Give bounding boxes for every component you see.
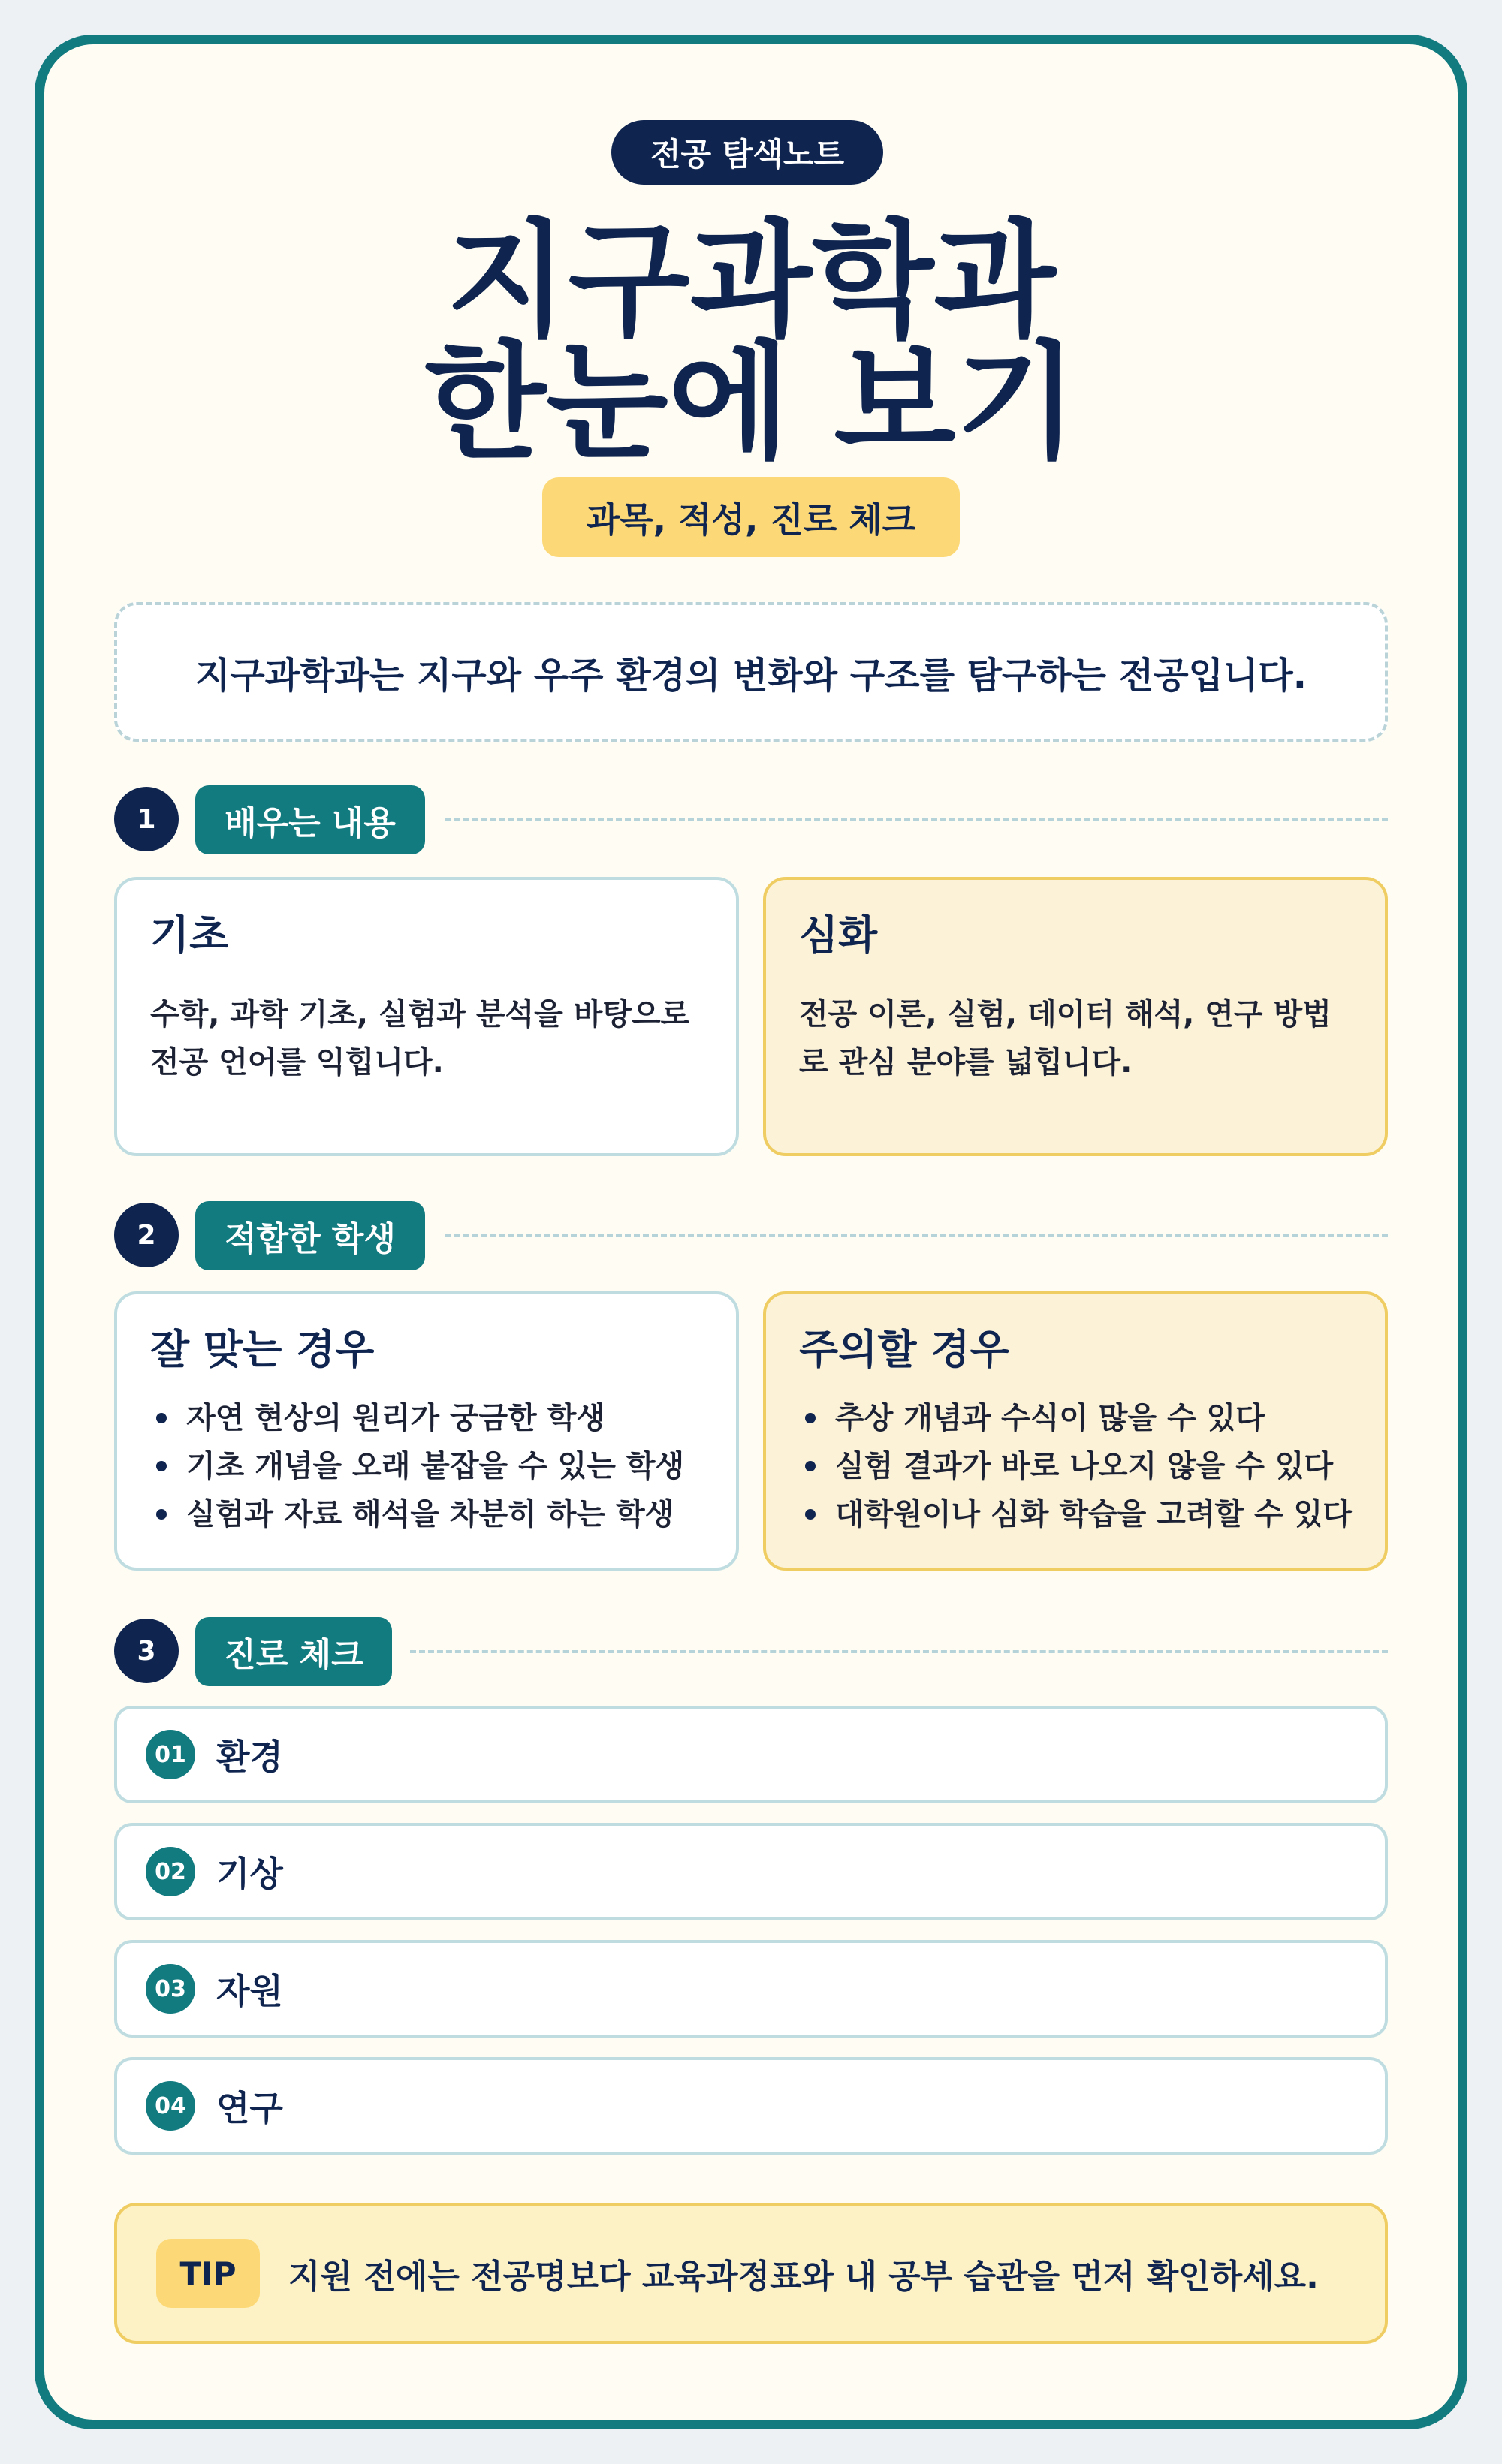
bullet-icon bbox=[805, 1509, 816, 1520]
career-item-environment bbox=[114, 1706, 1388, 1803]
bullet-icon bbox=[156, 1413, 167, 1423]
page-title-line2: 한눈에 보기 bbox=[424, 329, 1078, 476]
card-basics bbox=[114, 877, 739, 1156]
list-item: 대학원이나 심화 학습을 고려할 수 있다 bbox=[799, 1490, 1352, 1538]
section-3-divider bbox=[410, 1650, 1388, 1653]
section-3-number: 3 bbox=[114, 1619, 179, 1683]
career-label: 연구 bbox=[216, 2088, 283, 2128]
section-1-title: 배우는 내용 bbox=[195, 785, 425, 854]
career-number-badge: 03 bbox=[146, 1964, 195, 2014]
bullet-icon bbox=[156, 1461, 167, 1471]
card-caution-title: 주의할 경우 bbox=[799, 1326, 1009, 1373]
section-2-divider bbox=[445, 1234, 1388, 1237]
card-advanced-text: 전공 이론, 실험, 데이터 해석, 연구 방법로 관심 분야를 넓힙니다. bbox=[799, 997, 1332, 1080]
career-number-badge: 04 bbox=[146, 2081, 195, 2131]
career-item-weather bbox=[114, 1823, 1388, 1920]
card-basics-title: 기초 bbox=[150, 911, 229, 959]
list-item: 기초 개념을 오래 붙잡을 수 있는 학생 bbox=[150, 1442, 703, 1490]
list-item: 실험 결과가 바로 나오지 않을 수 있다 bbox=[799, 1442, 1352, 1490]
section-1-divider bbox=[445, 818, 1388, 821]
intro-text: 지구과학과는 지구와 우주 환경의 변화와 구조를 탐구하는 전공입니다. bbox=[195, 654, 1307, 697]
career-item-resources bbox=[114, 1940, 1388, 2038]
career-label: 환경 bbox=[216, 1737, 283, 1777]
career-number-badge: 02 bbox=[146, 1847, 195, 1896]
good-fit-list bbox=[150, 1394, 703, 1538]
tip-badge: TIP bbox=[156, 2239, 260, 2308]
section-2-number: 2 bbox=[114, 1203, 179, 1267]
intro-box bbox=[114, 602, 1388, 742]
subtitle-pill: 과목, 적성, 진로 체크 bbox=[542, 477, 960, 557]
career-label: 기상 bbox=[216, 1854, 283, 1894]
page-title-line1: 지구과학과 bbox=[446, 207, 1056, 354]
list-item: 실험과 자료 해석을 차분히 하는 학생 bbox=[150, 1490, 703, 1538]
card-good-fit-title: 잘 맞는 경우 bbox=[150, 1326, 375, 1373]
bullet-icon bbox=[805, 1413, 816, 1423]
bullet-icon bbox=[805, 1461, 816, 1471]
tip-text: 지원 전에는 전공명보다 교육과정표와 내 공부 습관을 먼저 확인하세요. bbox=[288, 2258, 1319, 2296]
bullet-icon bbox=[156, 1509, 167, 1520]
card-caution bbox=[763, 1291, 1388, 1571]
tip-box bbox=[114, 2203, 1388, 2344]
career-number-badge: 01 bbox=[146, 1730, 195, 1779]
list-item: 자연 현상의 원리가 궁금한 학생 bbox=[150, 1394, 703, 1442]
caution-list bbox=[799, 1394, 1352, 1538]
section-1-number: 1 bbox=[114, 787, 179, 851]
career-item-research bbox=[114, 2057, 1388, 2155]
card-advanced bbox=[763, 877, 1388, 1156]
card-good-fit bbox=[114, 1291, 739, 1571]
section-2-title: 적합한 학생 bbox=[195, 1201, 425, 1270]
section-3-title: 진로 체크 bbox=[195, 1617, 392, 1686]
card-basics-text: 수학, 과학 기초, 실험과 분석을 바탕으로 전공 언어를 익힙니다. bbox=[150, 997, 690, 1080]
header-badge: 전공 탐색노트 bbox=[611, 120, 883, 185]
career-label: 자원 bbox=[216, 1971, 283, 2011]
card-advanced-title: 심화 bbox=[799, 911, 878, 959]
list-item: 추상 개념과 수식이 많을 수 있다 bbox=[799, 1394, 1352, 1442]
